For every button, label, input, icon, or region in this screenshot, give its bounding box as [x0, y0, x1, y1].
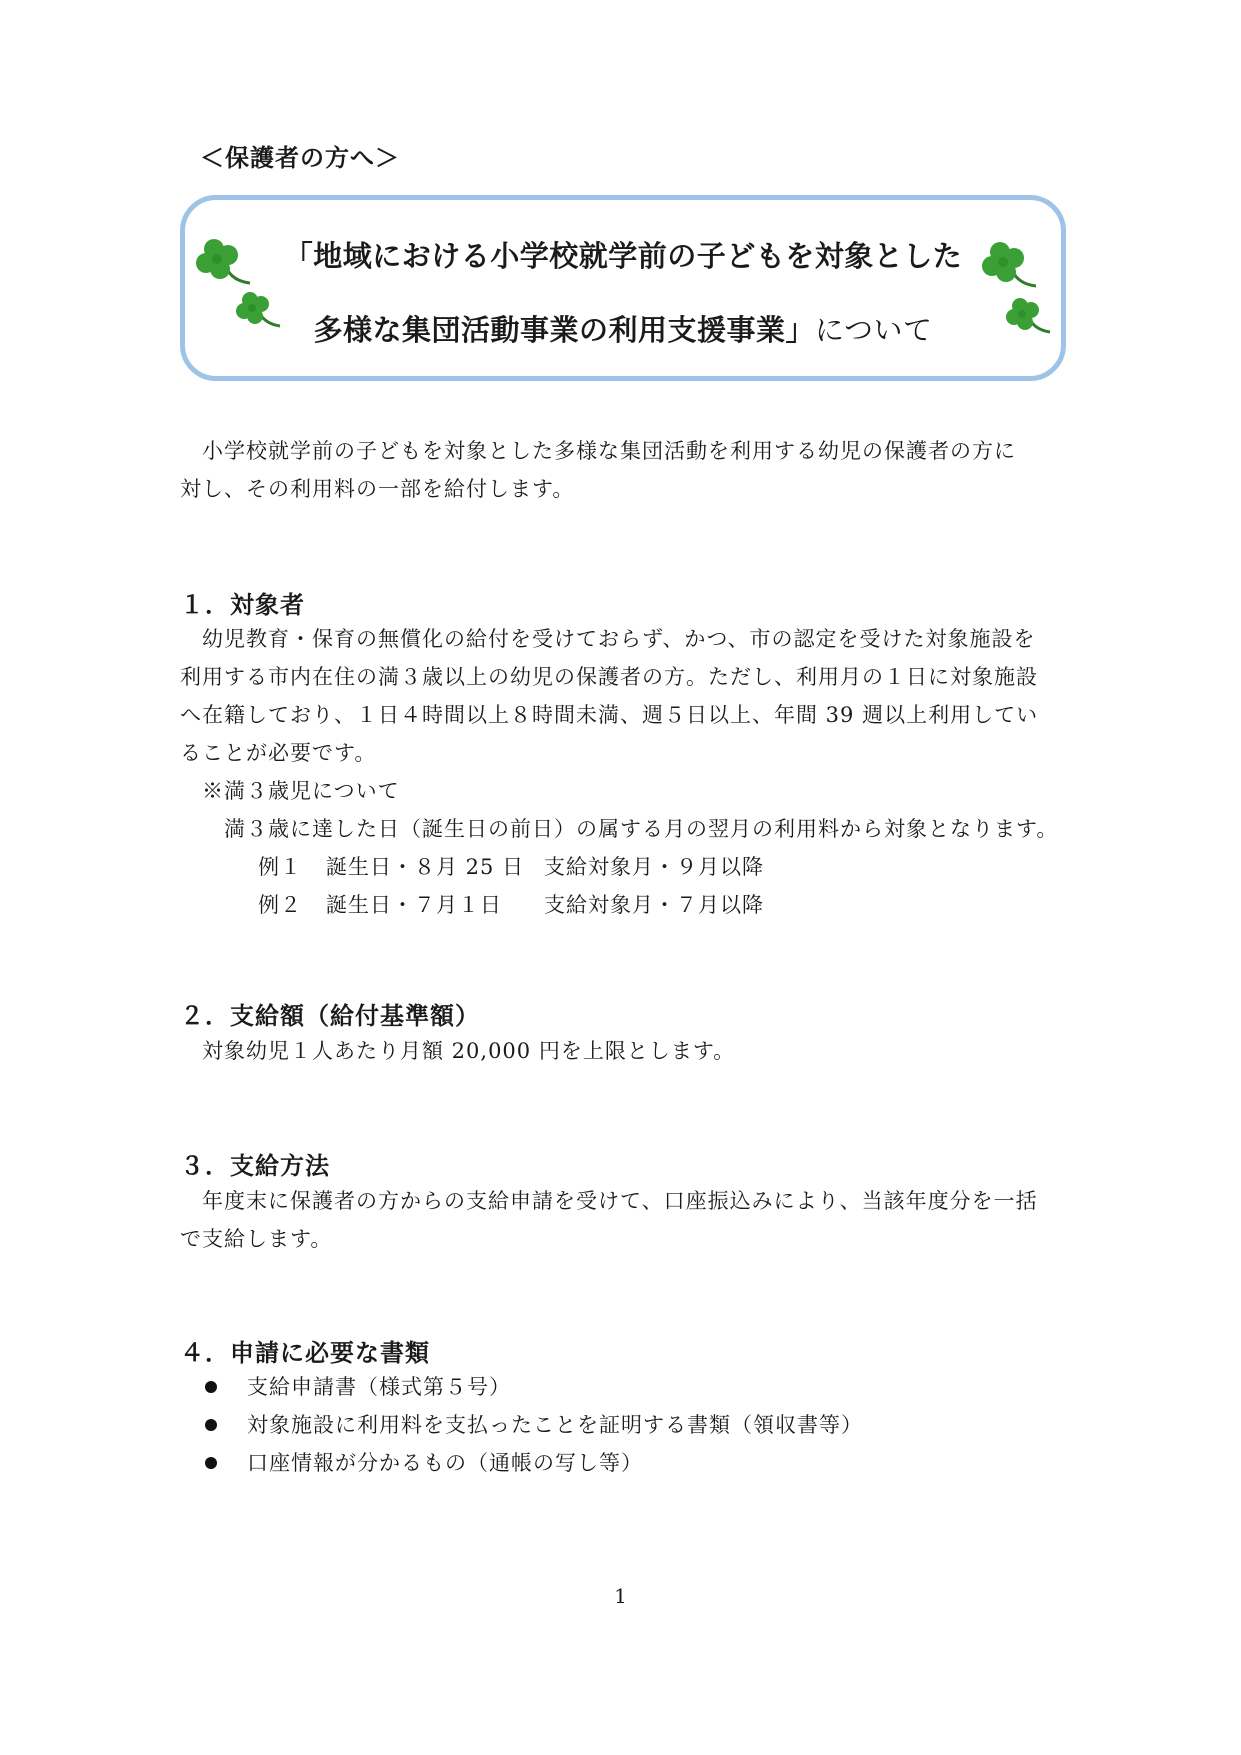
title-line-1: 「地域における小学校就学前の子どもを対象とした — [283, 239, 963, 273]
section-2-heading: ２．支給額（給付基準額） — [180, 1002, 480, 1030]
example-birthday: 誕生日・８月 25 日 — [326, 855, 525, 879]
example-start: 支給対象月・７月以降 — [544, 893, 764, 917]
section-1-line: ることが必要です。 — [180, 741, 377, 765]
list-item — [205, 1444, 863, 1482]
intro-line-1: 小学校就学前の子どもを対象とした多様な集団活動を利用する幼児の保護者の方に — [202, 439, 1016, 463]
list-item-text: 口座情報が分かるもの（通帳の写し等） — [247, 1451, 643, 1475]
section-4-heading: ４．申請に必要な書類 — [180, 1339, 430, 1367]
section-1-line: 利用する市内在住の満３歳以上の幼児の保護者の方。ただし、利用月の１日に対象施設 — [180, 665, 1038, 689]
intro-paragraph — [180, 432, 1080, 508]
clover-icon — [192, 233, 254, 295]
section-3-body — [180, 1182, 1080, 1258]
list-item — [205, 1406, 863, 1444]
note-title: ※満３歳児について — [202, 779, 400, 803]
section-3-line-1: 年度末に保護者の方からの支給申請を受けて、口座振込みにより、当該年度分を一括 — [202, 1189, 1038, 1213]
bullet-icon — [205, 1419, 217, 1431]
bullet-icon — [205, 1381, 217, 1393]
note-text: 満３歳に達した日（誕生日の前日）の属する月の翌月の利用料から対象となります。 — [224, 817, 1059, 841]
title-line-2-normal: について — [815, 313, 933, 347]
required-documents-list — [205, 1368, 863, 1482]
example-label: 例１ — [258, 855, 302, 879]
bullet-icon — [205, 1457, 217, 1469]
intro-line-2: 対し、その利用料の一部を給付します。 — [180, 477, 575, 501]
section-1-heading: １．対象者 — [180, 591, 305, 619]
title-line-2-bold: 多様な集団活動事業の利用支援事業」 — [313, 313, 816, 347]
clover-icon — [978, 236, 1040, 298]
section-1-line: 幼児教育・保育の無償化の給付を受けておらず、かつ、市の認定を受けた対象施設を — [202, 627, 1036, 651]
section-1-line: へ在籍しており、１日４時間以上８時間未満、週５日以上、年間 39 週以上利用してい — [180, 703, 1039, 727]
clover-icon — [234, 290, 284, 332]
audience-label: ＜保護者の方へ＞ — [200, 144, 400, 172]
section-3-heading: ３．支給方法 — [180, 1152, 330, 1180]
example-birthday: 誕生日・７月１日 — [326, 893, 502, 917]
list-item-text: 支給申請書（様式第５号） — [247, 1375, 511, 1399]
title-box — [180, 195, 1066, 381]
title-line-2 — [185, 308, 1061, 349]
clover-icon — [1004, 296, 1054, 338]
example-label: 例２ — [258, 893, 302, 917]
list-item-text: 対象施設に利用料を支払ったことを証明する書類（領収書等） — [247, 1413, 863, 1437]
section-1-body — [180, 620, 1080, 772]
page-number: 1 — [614, 1584, 627, 1608]
section-3-line-2: で支給します。 — [180, 1227, 333, 1251]
list-item — [205, 1368, 863, 1406]
section-2-text: 対象幼児１人あたり月額 20,000 円を上限とします。 — [202, 1039, 736, 1063]
example-start: 支給対象月・９月以降 — [544, 855, 764, 879]
